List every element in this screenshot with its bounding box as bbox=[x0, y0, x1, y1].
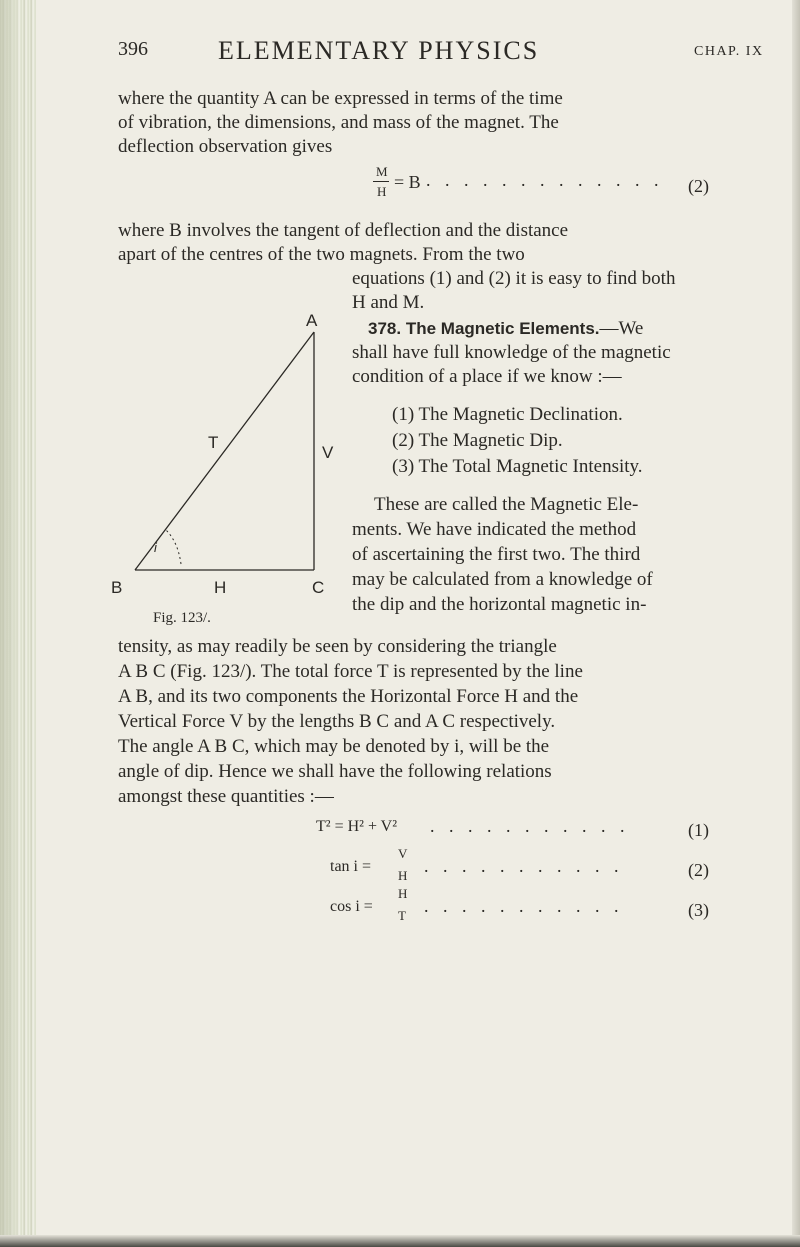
label-a: A bbox=[306, 311, 318, 330]
list-item: (1) The Magnetic Declination. bbox=[392, 404, 623, 425]
text-line: the dip and the horizontal magnetic in- bbox=[352, 594, 647, 615]
text-line: A B C (Fig. 123/). The total force T is represented by the line bbox=[118, 661, 583, 682]
chapter-label: CHAP. IX bbox=[694, 44, 764, 59]
text-line: The angle A B C, which may be denoted by i, will be the bbox=[118, 736, 550, 757]
angle-arc bbox=[166, 530, 181, 564]
text-line: equations (1) and (2) it is easy to find both bbox=[352, 268, 676, 289]
line-ab bbox=[135, 332, 314, 570]
text-line: may be calculated from a knowledge of bbox=[352, 569, 653, 590]
label-t: T bbox=[208, 433, 219, 452]
text-line: amongst these quantities :— bbox=[118, 786, 334, 807]
text-line: H and M. bbox=[352, 292, 425, 313]
label-v: V bbox=[322, 443, 334, 462]
page-number: 396 bbox=[118, 38, 148, 60]
text-line: where the quantity A can be expressed in terms of the time bbox=[118, 88, 563, 109]
list-item: (2) The Magnetic Dip. bbox=[392, 430, 563, 451]
text-line: condition of a place if we know :— bbox=[352, 366, 622, 387]
label-i: i bbox=[154, 540, 157, 555]
text-line: where B involves the tangent of deflection and the distance bbox=[118, 220, 569, 241]
text-line: Vertical Force V by the lengths B C and A C respectively. bbox=[118, 711, 556, 732]
label-c: C bbox=[312, 578, 325, 597]
text-line: tensity, as may readily be seen by considering the triangle bbox=[118, 636, 557, 657]
text-line: apart of the centres of the two magnets. From the two bbox=[118, 244, 525, 265]
text-line: These are called the Magnetic Ele- bbox=[374, 494, 639, 515]
triangle-figure bbox=[108, 302, 348, 608]
label-b: B bbox=[111, 578, 123, 597]
text-line: shall have full knowledge of the magnetic bbox=[352, 342, 671, 363]
list-item: (3) The Total Magnetic Intensity. bbox=[392, 456, 643, 477]
text-line: of vibration, the dimensions, and mass of the magnet. The bbox=[118, 112, 559, 133]
section-heading: 378. The Magnetic Elements.—We bbox=[368, 318, 644, 339]
text-line: A B, and its two components the Horizontal Force H and the bbox=[118, 686, 579, 707]
running-title: ELEMENTARY PHYSICS bbox=[218, 36, 540, 65]
text-line: of ascertaining the first two. The third bbox=[352, 544, 641, 565]
text-line: deflection observation gives bbox=[118, 136, 333, 157]
text-line: angle of dip. Hence we shall have the following relations bbox=[118, 761, 552, 782]
book-binding-edge bbox=[0, 0, 36, 1247]
page-bottom-shadow bbox=[0, 1235, 800, 1247]
figure-caption: Fig. 123/. bbox=[153, 610, 211, 626]
text-line: ments. We have indicated the method bbox=[352, 519, 637, 540]
label-h: H bbox=[214, 578, 227, 597]
running-header bbox=[0, 38, 800, 72]
page-edge bbox=[792, 0, 800, 1247]
